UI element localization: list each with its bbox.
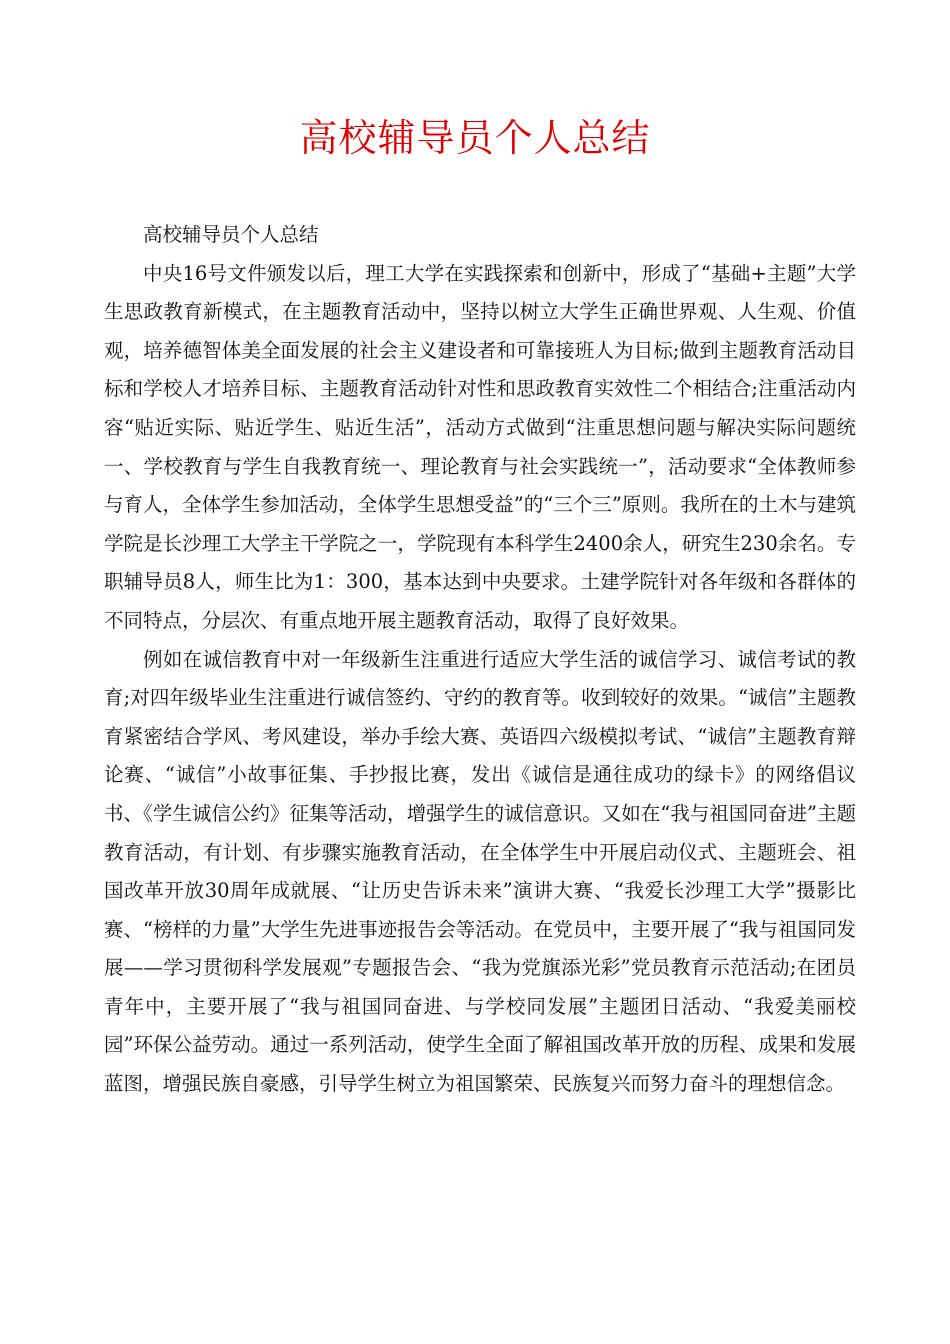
document-title: 高校辅导员个人总结 [299,116,651,160]
body-paragraph-subtitle: 高校辅导员个人总结 [143,223,319,246]
body-paragraph-1: 中央16号文件颁发以后，理工大学在实践探索和创新中，形成了“基础+主题”大学生思政教育新模式，在主题教育活动中，坚持以树立大学生正确世界观、人生观、价值观，培养德智体美全面发展的社会主义建设者和可靠接班人为目标;做到主题教育活动目标和学校人才培养目标、主题教育活动针对性和思政教育实效性二个相结合;注重活动内容“贴近实际、贴近学生、贴近生活”，活动方式做到“注重思想问题与解决实际问题统一、学校教育与学生自我教育统一、理论教育与社会实践统一”，活动要求“全体教师参与育人，全体学生参加活动，全体学生思想受益”的“三个三”原则。我所在的土木与建筑学院是长沙理工大学主干学院之一，学院现有本科学生2400余人，研究生230余名。专职辅导员8人，师生比为1：300，基本达到中央要求。土建学院针对各年级和各群体的不同特点，分层次、有重点地开展主题教育活动，取得了良好效果。 [104,261,856,632]
document-body [104,216,856,1104]
body-paragraph-2: 例如在诚信教育中对一年级新生注重进行适应大学生活的诚信学习、诚信考试的教育;对四年级毕业生注重进行诚信签约、守约的教育等。收到较好的效果。“诚信”主题教育紧密结合学风、考风建设，举办手绘大赛、英语四六级模拟考试、“诚信”主题教育辩论赛、“诚信”小故事征集、手抄报比赛，发出《诚信是通往成功的绿卡》的网络倡议书、《学生诚信公约》征集等活动，增强学生的诚信意识。又如在“我与祖国同奋进”主题教育活动，有计划、有步骤实施教育活动，在全体学生中开展启动仪式、主题班会、祖国改革开放30周年成就展、“让历史告诉未来”演讲大赛、“我爱长沙理工大学”摄影比赛、“榜样的力量”大学生先进事迹报告会等活动。在党员中，主要开展了“我与祖国同发展——学习贯彻科学发展观”专题报告会、“我为党旗添光彩”党员教育示范活动;在团员青年中，主要开展了“我与祖国同奋进、与学校同发展”主题团日活动、“我爱美丽校园”环保公益劳动。通过一系列活动，使学生全面了解祖国改革开放的历程、成果和发展蓝图，增强民族自豪感，引导学生树立为祖国繁荣、民族复兴而努力奋斗的理想信念。 [104,647,856,1096]
